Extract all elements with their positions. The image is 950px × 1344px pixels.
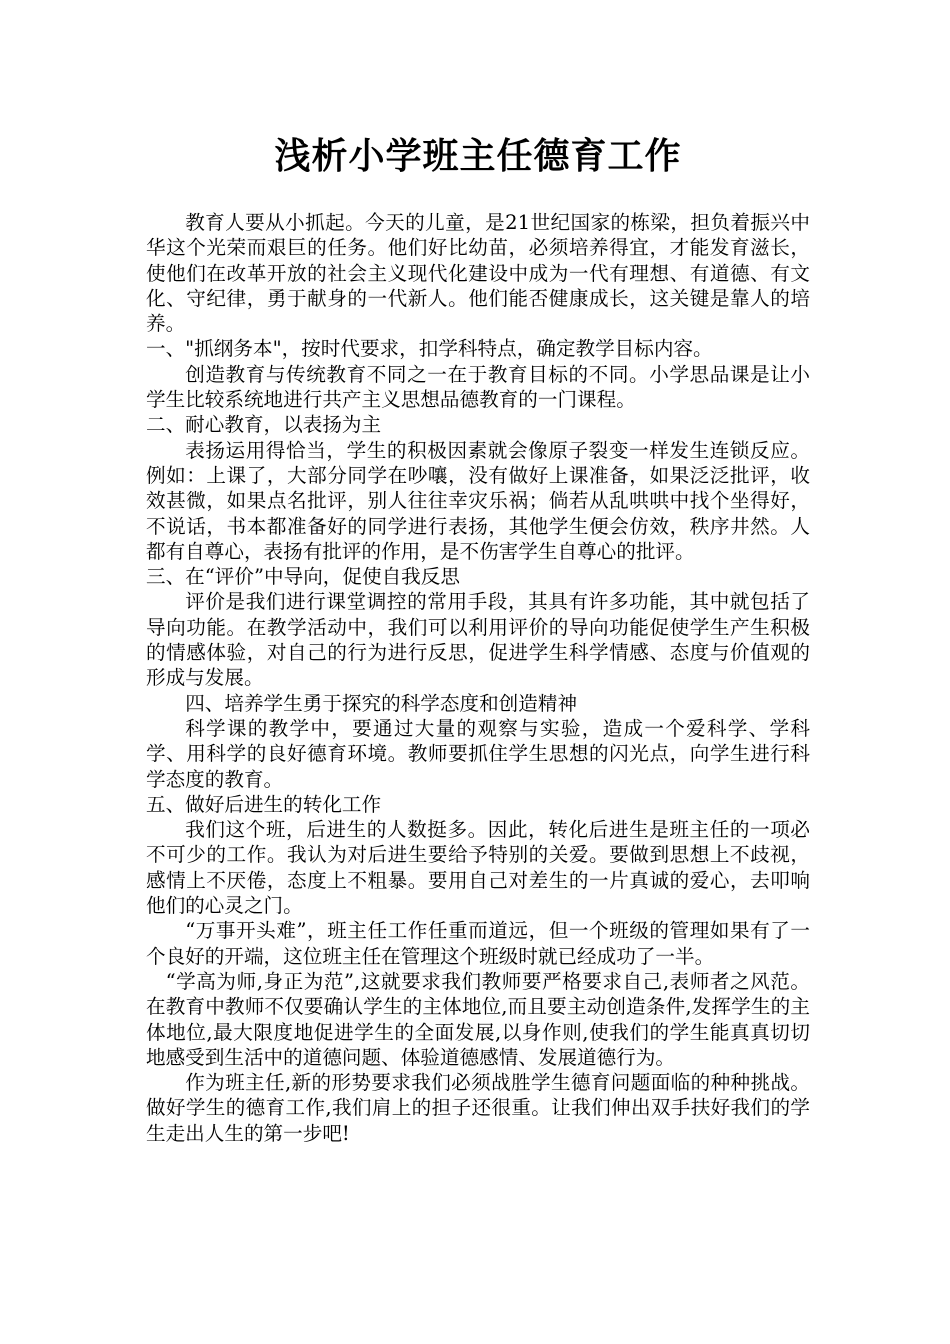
- section-4-paragraph: 科学课的教学中，要通过大量的观察与实验，造成一个爱科学、学科学、用科学的良好德育环境。教师要抓住学生思想的闪光点，向学生进行科学态度的教育。: [146, 716, 810, 791]
- intro-paragraph: 教育人要从小抓起。今天的儿童，是21世纪国家的栋梁，担负着振兴中华这个光荣而艰巨的任务。他们好比幼苗，必须培养得宜，才能发育滋长，使他们在改革开放的社会主义现代化建设中成为一代有理想、有道德、有文化、守纪律，勇于献身的一代新人。他们能否健康成长，这关键是靠人的培养。: [146, 211, 810, 336]
- conclusion-paragraph: 作为班主任,新的形势要求我们必须战胜学生德育问题面临的种种挑战。做好学生的德育工作,我们肩上的担子还很重。让我们伸出双手扶好我们的学生走出人生的第一步吧!: [146, 1071, 810, 1145]
- section-1-paragraph: 创造教育与传统教育不同之一在于教育目标的不同。小学思品课是让小学生比较系统地进行共产主义思想品德教育的一门课程。: [146, 362, 810, 412]
- section-5-paragraph: 我们这个班，后进生的人数挺多。因此，转化后进生是班主任的一项必不可少的工作。我认为对后进生要给予特别的关爱。要做到思想上不歧视，感情上不厌倦，态度上不粗暴。要用自己对差生的一片真诚的爱心，去叩响他们的心灵之门。: [146, 818, 810, 918]
- document-page: [146, 112, 810, 1146]
- section-4-heading: 四、培养学生勇于探究的科学态度和创造精神: [185, 691, 578, 715]
- section-3-paragraph: 评价是我们进行课堂调控的常用手段，其具有许多功能，其中就包括了导向功能。在教学活动中，我们可以利用评价的导向功能促使学生产生积极的情感体验，对自己的行为进行反思，促进学生科学情感、态度与价值观的形成与发展。: [146, 590, 810, 690]
- section-2-heading: 二、耐心教育，以表扬为主: [146, 413, 382, 437]
- document-body: [146, 210, 810, 1146]
- start-difficult-paragraph: “万事开头难”，班主任工作任重而道远，但一个班级的管理如果有了一个良好的开端，这位班主任在管理这个班级时就已经成功了一半。: [146, 919, 810, 968]
- section-5-heading: 五、做好后进生的转化工作: [146, 792, 382, 816]
- section-1-heading: 一、"抓纲务本"，按时代要求，扣学科特点，确定教学目标内容。: [146, 337, 713, 361]
- section-2-paragraph: 表扬运用得恰当，学生的积极因素就会像原子裂变一样发生连锁反应。例如：上课了，大部分同学在吵嚷，没有做好上课准备，如果泛泛批评，收效甚微，如果点名批评，别人往往幸灾乐祸；倘若从乱哄哄中找个坐得好，不说话，书本都准备好的同学进行表扬，其他学生便会仿效，秩序井然。人都有自尊心，表扬有批评的作用，是不伤害学生自尊心的批评。: [146, 438, 810, 563]
- section-3-heading: 三、在“评价”中导向，促使自我反思: [146, 565, 460, 589]
- document-title: 浅析小学班主任德育工作: [274, 135, 682, 177]
- teacher-model-paragraph: “学高为师,身正为范”,这就要求我们教师要严格要求自己,表师者之风范。在教育中教师不仅要确认学生的主体地位,而且要主动创造条件,发挥学生的主体地位,最大限度地促进学生的全面发展,以身作则,使我们的学生能真真切切地感受到生活中的道德问题、体验道德感情、发展道德行为。: [146, 969, 810, 1069]
